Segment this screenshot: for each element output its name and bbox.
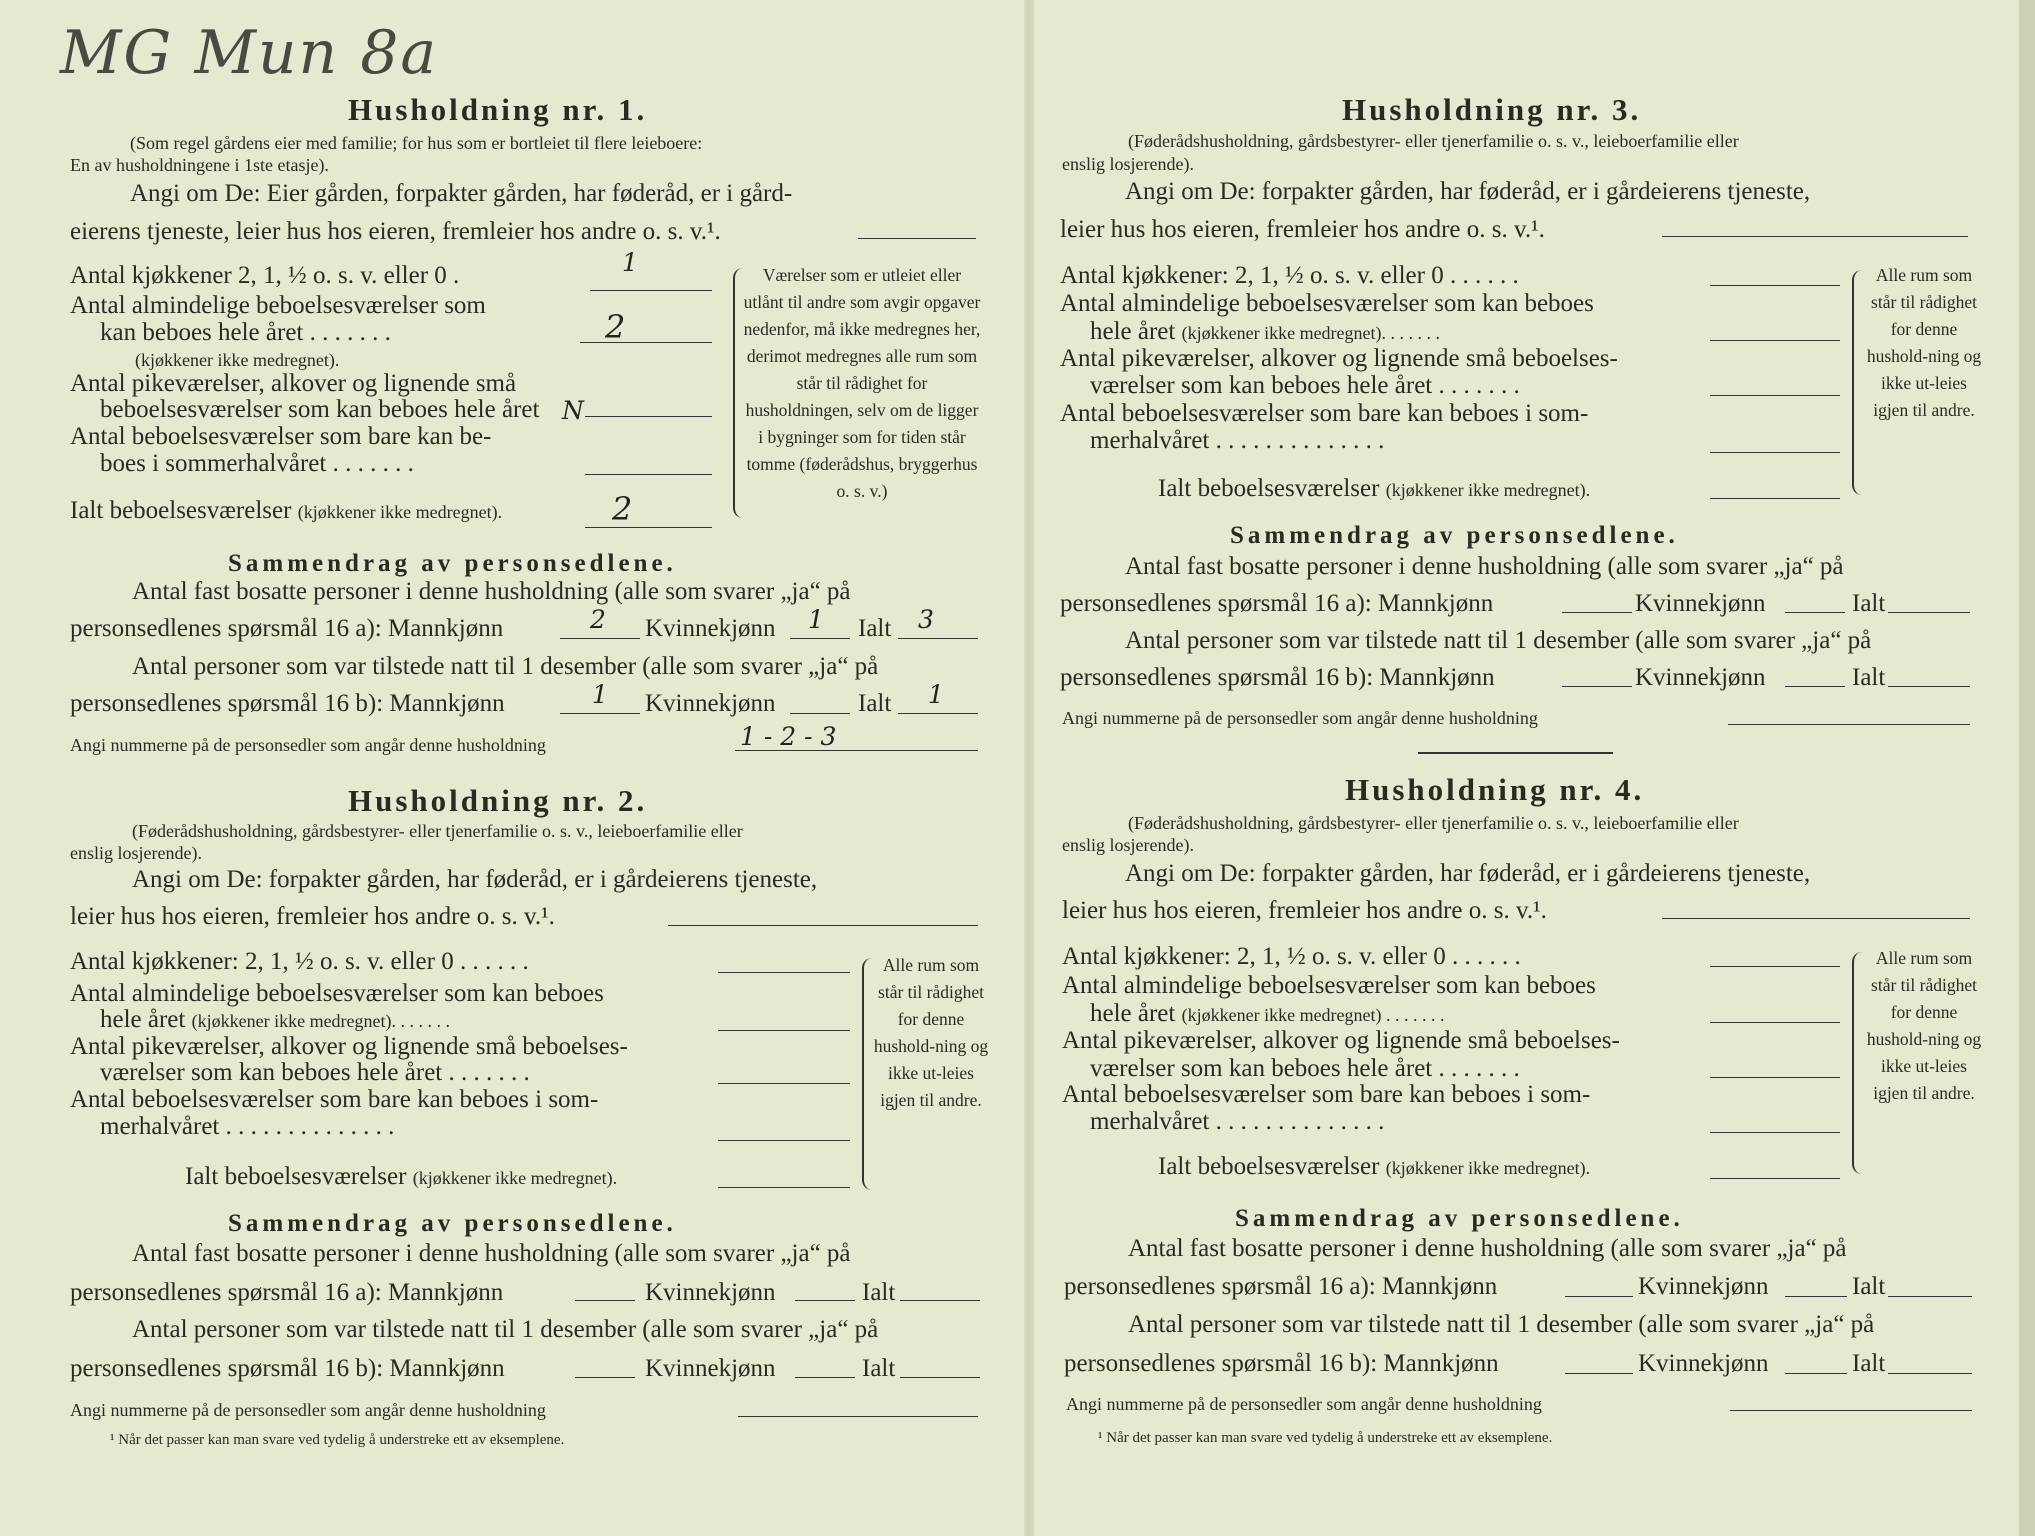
household-3-total-note: (kjøkkener ikke medregnet). (1385, 480, 1591, 500)
household-1-total-persons-label: Ialt (858, 615, 892, 642)
household-4-angi-line-1: Angi om De: forpakter gården, har føderåd, er i gårdeierens tjeneste, (1125, 860, 1811, 887)
household-4-rooms-label-2 (1090, 1000, 1445, 1028)
household-1-resident-total: 3 (918, 605, 934, 634)
household-3-total-label (1158, 475, 1590, 503)
household-2-summer-rooms-label-2: merhalvåret . . . . . . . . . . . . . . (100, 1113, 395, 1140)
household-4-angi-line-2: leier hus hos eieren, fremleier hos andre o. s. v.¹. (1062, 897, 1547, 924)
household-4-present-line-1: Antal personer som var tilstede natt til 1 desember (alle som svarer „ja“ på (1128, 1311, 1875, 1338)
household-4-title: Husholdning nr. 4. (1345, 772, 1645, 807)
household-2-total-note: (kjøkkener ikke medregnet). (412, 1168, 618, 1188)
household-2-rooms-note: (kjøkkener ikke medregnet). . . . . . . (191, 1011, 451, 1031)
household-1-present-line-1: Antal personer som var tilstede natt til 1 desember (alle som svarer „ja“ på (132, 653, 879, 680)
household-3-title: Husholdning nr. 3. (1342, 92, 1642, 127)
household-3-total-text: Ialt beboelsesværelser (1158, 475, 1380, 502)
household-2-maid-rooms-label: Antal pikeværelser, alkover og lignende små beboelses- (70, 1033, 628, 1060)
household-2-female-label: Kvinnekjønn (645, 1279, 776, 1306)
household-1-present-total-label: Ialt (858, 690, 892, 717)
household-3-subtitle-2: enslig losjerende). (1062, 154, 1194, 174)
household-2-summer-rooms-label: Antal beboelsesværelser som bare kan beboes i som- (70, 1086, 599, 1113)
household-4-summer-rooms-label-2: merhalvåret . . . . . . . . . . . . . . (1090, 1108, 1385, 1135)
household-3-summer-rooms-label-2: merhalvåret . . . . . . . . . . . . . . (1090, 427, 1385, 454)
household-1-rooms-value: 2 (605, 308, 626, 346)
household-1-angi-line-2: eierens tjeneste, leier hus hos eieren, fremleier hos andre o. s. v.¹. (70, 218, 721, 245)
household-3-numbers-label: Angi nummerne på de personsedler som angår denne husholdning (1062, 708, 1538, 728)
household-1-total-value: 2 (612, 490, 633, 528)
household-3-rooms-note: (kjøkkener ikke medregnet). . . . . . . (1181, 323, 1441, 343)
household-4-maid-rooms-label: Antal pikeværelser, alkover og lignende små beboelses- (1062, 1027, 1620, 1054)
household-1-rooms-label: Antal almindelige beboelsesværelser som (70, 292, 486, 319)
household-1-numbers-value: 1 - 2 - 3 (740, 722, 837, 751)
household-3-summer-rooms-label: Antal beboelsesværelser som bare kan beboes i som- (1060, 400, 1589, 427)
household-2-angi-line-1: Angi om De: forpakter gården, har føderåd, er i gårdeierens tjeneste, (132, 866, 818, 893)
household-3-rooms-year: hele året (1090, 318, 1176, 345)
handwritten-stamp: MG Mun 8a (60, 18, 439, 88)
household-1-title: Husholdning nr. 1. (348, 92, 648, 127)
household-2-rooms-note-bracket: Alle rum som står til rådighet for denne hushold-ning og ikke ut-leies igjen til andre. (873, 955, 989, 1110)
household-4-kitchens-label: Antal kjøkkener: 2, 1, ½ o. s. v. eller 0 . . . . . . (1062, 943, 1521, 970)
household-1-maid-rooms-label: Antal pikeværelser, alkover og lignende små (70, 370, 517, 397)
footnote-right: ¹ Når det passer kan man svare ved tydelig å understreke ett av eksemplene. (1098, 1430, 1553, 1446)
household-4-total-persons-label: Ialt (1852, 1273, 1886, 1300)
household-1-summer-rooms-label-2: boes i sommerhalvåret . . . . . . . (100, 450, 414, 477)
household-3-angi-line-1: Angi om De: forpakter gården, har føderåd, er i gårdeierens tjeneste, (1125, 178, 1811, 205)
household-4-female-label: Kvinnekjønn (1638, 1273, 1769, 1300)
household-4-present-label: personsedlenes spørsmål 16 b): Mannkjønn (1064, 1350, 1499, 1377)
household-3-summary-line-1: Antal fast bosatte personer i denne husholdning (alle som svarer „ja“ på (1125, 553, 1844, 580)
page-edge (2019, 0, 2035, 1536)
household-2-angi-line-2: leier hus hos eieren, fremleier hos andre o. s. v.¹. (70, 903, 555, 930)
household-1-summer-rooms-label: Antal beboelsesværelser som bare kan be- (70, 423, 492, 450)
household-1-rooms-label-2: kan beboes hele året . . . . . . . (100, 319, 391, 346)
household-2-title: Husholdning nr. 2. (348, 783, 648, 818)
household-4-summary-title: Sammendrag av personsedlene. (1235, 1205, 1684, 1232)
household-4-rooms-note-bracket: Alle rum som står til rådighet for denne hushold-ning og ikke ut-leies igjen til andre. (1866, 948, 1982, 1103)
household-1-female-label: Kvinnekjønn (645, 615, 776, 642)
household-2-maid-rooms-label-2: værelser som kan beboes hele året . . . . . . . (100, 1059, 530, 1086)
household-4-rooms-label: Antal almindelige beboelsesværelser som kan beboes (1062, 972, 1596, 999)
household-4-total-label (1158, 1153, 1590, 1181)
household-1-maid-rooms-label-2: beboelsesværelser som kan beboes hele året (100, 396, 540, 423)
household-4-total-note: (kjøkkener ikke medregnet). (1385, 1158, 1591, 1178)
household-2-present-label: personsedlenes spørsmål 16 b): Mannkjønn (70, 1355, 505, 1382)
household-1-present-female-label: Kvinnekjønn (645, 690, 776, 717)
household-3-rooms-label-2 (1090, 318, 1440, 346)
household-1-rooms-note-bracket: Værelser som er utleiet eller utlånt til andre som avgir opgaver nedenfor, må ikke medregnes her, derimot medregnes alle rum som står til rådighet for husholdningen, selv om de ligger i bygninger som for tiden står tomme (føderådshus, bryggerhus o. s. v.) (743, 265, 981, 501)
household-2-total-label (185, 1163, 617, 1191)
household-4-summary-line-1: Antal fast bosatte personer i denne husholdning (alle som svarer „ja“ på (1128, 1235, 1847, 1262)
household-2-resident-label: personsedlenes spørsmål 16 a): Mannkjønn (70, 1279, 504, 1306)
household-3-total-persons-label: Ialt (1852, 590, 1886, 617)
household-2-subtitle-2: enslig losjerende). (70, 843, 202, 863)
household-3-present-line-1: Antal personer som var tilstede natt til 1 desember (alle som svarer „ja“ på (1125, 627, 1872, 654)
household-3-kitchens-label: Antal kjøkkener: 2, 1, ½ o. s. v. eller 0 . . . . . . (1060, 262, 1519, 289)
household-1-total-text: Ialt beboelsesværelser (70, 497, 292, 524)
household-1-total-note: (kjøkkener ikke medregnet). (297, 502, 503, 522)
household-3-present-label: personsedlenes spørsmål 16 b): Mannkjønn (1060, 664, 1495, 691)
household-2-subtitle: (Føderådshusholdning, gårdsbestyrer- eller tjenerfamilie o. s. v., leieboerfamilie eller (132, 821, 743, 841)
household-1-summary-title: Sammendrag av personsedlene. (228, 550, 677, 577)
household-3-maid-rooms-label-2: værelser som kan beboes hele året . . . . . . . (1090, 372, 1520, 399)
household-1-present-label: personsedlenes spørsmål 16 b): Mannkjønn (70, 690, 505, 717)
household-3-present-female-label: Kvinnekjønn (1635, 664, 1766, 691)
footnote-left: ¹ Når det passer kan man svare ved tydelig å understreke ett av eksemplene. (110, 1432, 565, 1448)
household-2-present-female-label: Kvinnekjønn (645, 1355, 776, 1382)
household-4-maid-rooms-label-2: værelser som kan beboes hele året . . . . . . . (1090, 1055, 1520, 1082)
household-1-summary-line-1: Antal fast bosatte personer i denne husholdning (alle som svarer „ja“ på (132, 578, 851, 605)
household-4-subtitle-2: enslig losjerende). (1062, 835, 1194, 855)
household-4-resident-label: personsedlenes spørsmål 16 a): Mannkjønn (1064, 1273, 1498, 1300)
household-2-total-text: Ialt beboelsesværelser (185, 1163, 407, 1190)
household-1-maid-rooms-value: N (562, 396, 584, 425)
household-2-rooms-label-2 (100, 1006, 450, 1034)
household-1-resident-label: personsedlenes spørsmål 16 a): Mannkjønn (70, 615, 504, 642)
household-2-kitchens-label: Antal kjøkkener: 2, 1, ½ o. s. v. eller 0 . . . . . . (70, 948, 529, 975)
household-3-subtitle: (Føderådshusholdning, gårdsbestyrer- eller tjenerfamilie o. s. v., leieboerfamilie eller (1128, 131, 1739, 151)
household-1-present-total: 1 (928, 680, 944, 709)
household-4-rooms-note: (kjøkkener ikke medregnet) . . . . . . . (1181, 1005, 1445, 1025)
household-1-subtitle: (Som regel gårdens eier med familie; for hus som er bortleiet til flere leieboere: (130, 133, 703, 153)
household-1-subtitle-2: En av husholdningene i 1ste etasje). (70, 155, 329, 175)
household-3-rooms-label: Antal almindelige beboelsesværelser som kan beboes (1060, 290, 1594, 317)
household-1-summary-line-2 (70, 615, 503, 643)
household-4-subtitle: (Føderådshusholdning, gårdsbestyrer- eller tjenerfamilie o. s. v., leieboerfamilie eller (1128, 813, 1739, 833)
household-2-numbers-label: Angi nummerne på de personsedler som angår denne husholdning (70, 1400, 546, 1420)
household-3-present-total-label: Ialt (1852, 664, 1886, 691)
household-3-angi-line-2: leier hus hos eieren, fremleier hos andre o. s. v.¹. (1060, 216, 1545, 243)
household-3-resident-label: personsedlenes spørsmål 16 a): Mannkjønn (1060, 590, 1494, 617)
household-1-resident-female: 1 (808, 605, 824, 634)
household-3-female-label: Kvinnekjønn (1635, 590, 1766, 617)
section-divider (1418, 752, 1613, 754)
household-1-kitchens-label: Antal kjøkkener 2, 1, ½ o. s. v. eller 0 . (70, 262, 460, 289)
household-1-resident-male: 2 (590, 605, 606, 634)
household-1-present-male: 1 (592, 680, 608, 709)
household-2-summary-title: Sammendrag av personsedlene. (228, 1210, 677, 1237)
household-1-kitchens-value: 1 (622, 248, 638, 277)
household-2-present-line-1: Antal personer som var tilstede natt til 1 desember (alle som svarer „ja“ på (132, 1316, 879, 1343)
household-2-rooms-year: hele året (100, 1006, 186, 1033)
household-1-rooms-note: (kjøkkener ikke medregnet). (135, 350, 340, 370)
page-fold (1024, 0, 1034, 1536)
household-1-total-label (70, 497, 502, 525)
household-4-present-female-label: Kvinnekjønn (1638, 1350, 1769, 1377)
household-4-rooms-year: hele året (1090, 1000, 1176, 1027)
household-3-rooms-note-bracket: Alle rum som står til rådighet for denne hushold-ning og ikke ut-leies igjen til andre. (1866, 265, 1982, 420)
household-3-maid-rooms-label: Antal pikeværelser, alkover og lignende små beboelses- (1060, 345, 1618, 372)
household-2-total-persons-label: Ialt (862, 1279, 896, 1306)
household-4-total-text: Ialt beboelsesværelser (1158, 1153, 1380, 1180)
household-1-angi-line-1: Angi om De: Eier gården, forpakter gården, har føderåd, er i gård- (130, 180, 793, 207)
household-2-present-total-label: Ialt (862, 1355, 896, 1382)
household-4-numbers-label: Angi nummerne på de personsedler som angår denne husholdning (1066, 1394, 1542, 1414)
household-1-numbers-label: Angi nummerne på de personsedler som angår denne husholdning (70, 735, 546, 755)
household-4-summer-rooms-label: Antal beboelsesværelser som bare kan beboes i som- (1062, 1081, 1591, 1108)
household-2-rooms-label: Antal almindelige beboelsesværelser som kan beboes (70, 980, 604, 1007)
household-3-summary-title: Sammendrag av personsedlene. (1230, 522, 1679, 549)
household-2-summary-line-1: Antal fast bosatte personer i denne husholdning (alle som svarer „ja“ på (132, 1240, 851, 1267)
household-4-present-total-label: Ialt (1852, 1350, 1886, 1377)
